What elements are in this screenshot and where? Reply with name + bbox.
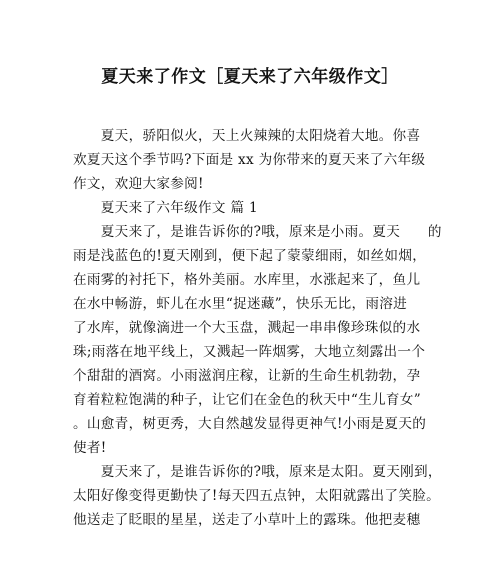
- text-line: 雨是浅蓝色的!夏天刚到，便下起了蒙蒙细雨，如丝如烟，: [73, 248, 427, 264]
- text-line: 他送走了眨眼的星星，送走了小草叶上的露珠。他把麦穗: [73, 512, 421, 528]
- text-line: 欢夏天这个季节吗?下面是 xx 为你带来的夏天来了六年级: [73, 152, 426, 168]
- text-line: 。山愈青，树更秀，大自然越发显得更神气!小雨是夏天的: [73, 416, 427, 432]
- text-line: 太阳好像变得更勤快了!每天四五点钟，太阳就露出了笑脸。: [73, 488, 440, 504]
- text-line: 夏天来了，是谁告诉你的?哦，原来是太阳。夏天刚到，: [73, 464, 442, 480]
- text-line: 了水库，就像滴进一个大玉盘，溅起一串串像珍珠似的水: [73, 320, 421, 336]
- text-line: 夏天来了，是谁告诉你的?哦，原来是小雨。夏天 的: [73, 224, 442, 240]
- text-line: 个甜甜的酒窝。小雨滋润庄稼，让新的生命生机勃勃，孕: [73, 368, 421, 384]
- text-line: 育着粒粒饱满的种子，让它们在金色的秋天中“生儿育女”: [73, 392, 421, 408]
- text-line: 夏天，骄阳似火，天上火辣辣的太阳烧着大地。你喜: [73, 128, 421, 144]
- text-line: 作文，欢迎大家参阅!: [73, 176, 204, 192]
- text-line: 在雨雾的衬托下，格外美丽。水库里，水涨起来了，鱼儿: [73, 272, 421, 288]
- text-line: 在水中畅游，虾儿在水里“捉迷藏”，快乐无比，雨溶进: [73, 296, 408, 312]
- section-heading: 夏天来了六年级作文 篇 1: [73, 200, 258, 216]
- article-body: [73, 124, 442, 532]
- document-title: 夏天来了作文［夏天来了六年级作文］: [101, 67, 399, 87]
- text-line: 珠;雨落在地平线上，又溅起一阵烟雾，大地立刻露出一个: [73, 344, 426, 360]
- text-line: 使者!: [73, 440, 107, 456]
